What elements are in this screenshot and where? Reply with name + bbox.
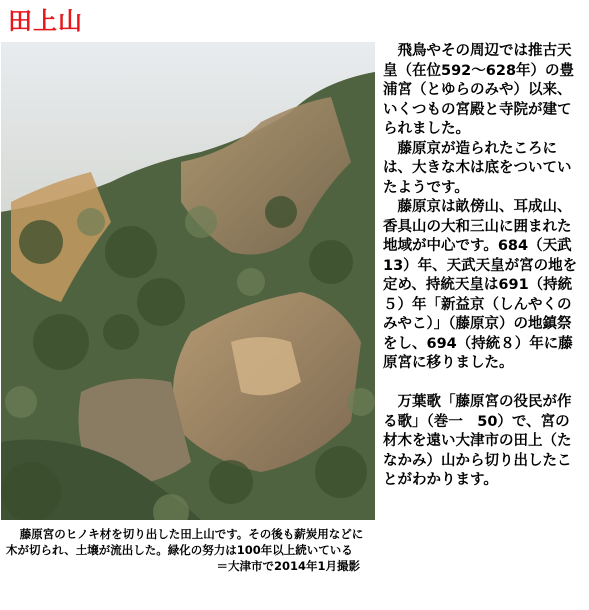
article-paragraph: 藤原京が造られたころには、大きな木は底をついていたようです。 [383,140,572,196]
photo-caption [6,526,374,574]
mountain-photo [1,42,375,520]
photo-credit: ＝大津市で2014年1月撮影 [216,559,360,573]
photo-caption-text: 藤原宮のヒノキ材を切り出した田上山です。その後も薪炭用などに木が切られ、土壌が流出した。緑化の努力は100年以上続いている [6,527,364,557]
page-title: 田上山 [8,7,83,35]
mountain-photo-illustration [1,42,375,520]
article-paragraph: 万葉歌「藤原宮の役民が作る歌」（巻一 50）で、宮の材木を遠い大津市の田上（たなかみ）山から切り出したことがわかります。 [383,394,572,488]
article-body [383,42,583,491]
article-paragraph: 藤原京は畝傍山、耳成山、香具山の大和三山に囲まれた地域が中心です。684（天武13）年、天武天皇が宮の地を定め、持統天皇は691（持統５）年「新益京（しんやくのみやこ）」（藤原京）の地鎮祭をし、694（持統８）年に藤原宮に移りました。 [383,199,578,371]
article-paragraph: 飛鳥やその周辺では推古天皇（在位592～628年）の豊浦宮（とゆらのみや）以来、いくつもの宮殿と寺院が建てられました。 [383,43,575,137]
